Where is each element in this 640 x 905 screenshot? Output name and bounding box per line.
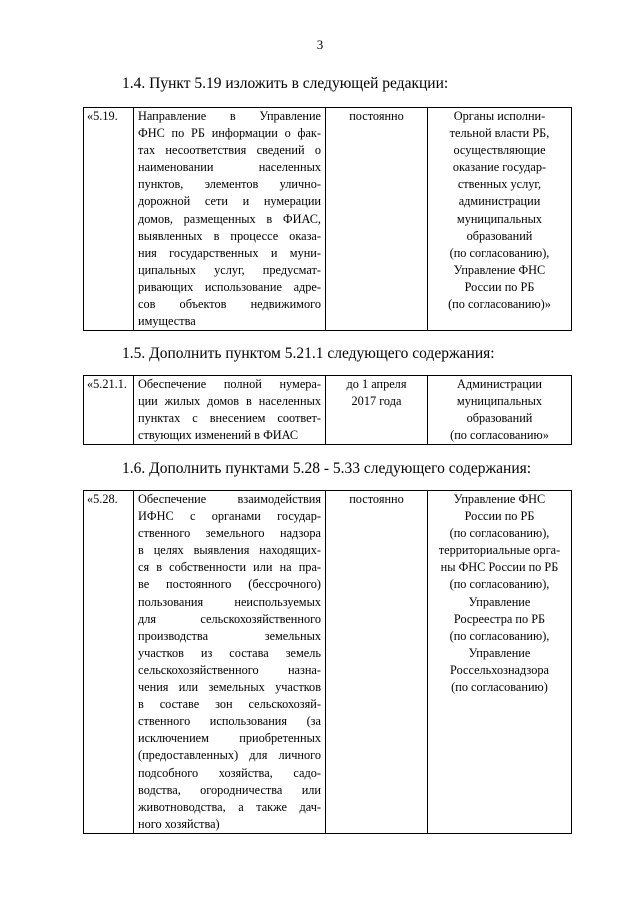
text-line: Росреестра по РБ — [453, 611, 546, 626]
text-line: Обеспечение полной нумера- — [138, 377, 321, 391]
text-line: наименовании населенных — [138, 160, 321, 175]
text-line: участков из состава земель — [138, 645, 321, 660]
item-number: «5.19. — [84, 108, 134, 331]
section-heading-1-5: 1.5. Дополнить пунктом 5.21.1 следующего содержания: — [122, 345, 495, 362]
text-line: постоянно — [349, 109, 404, 123]
text-line: Управление ФНС — [453, 262, 546, 277]
item-description — [134, 108, 326, 331]
text-line: ся в собственности или на пра- — [138, 560, 321, 575]
text-line: Обеспечение взаимодействия — [138, 492, 321, 506]
text-line: выявленных в процессе оказа- — [138, 228, 321, 243]
table-item-5-19 — [83, 107, 572, 331]
item-executors — [428, 376, 572, 445]
text-line: в целях выявления находящих- — [138, 543, 321, 558]
item-term — [326, 376, 428, 445]
text-line: Направление в Управление — [138, 109, 321, 123]
text-line: образований — [466, 411, 533, 426]
item-executors — [428, 491, 572, 834]
text-line: дорожной сети и нумерации — [138, 194, 321, 209]
text-line: ния государственных и муни- — [138, 245, 321, 260]
text-line: Органы исполни- — [453, 109, 546, 123]
table-row — [84, 108, 572, 331]
text-line: муниципальных — [456, 394, 543, 409]
item-number: «5.28. — [84, 491, 134, 834]
section-heading-1-6: 1.6. Дополнить пунктами 5.28 - 5.33 следующего содержания: — [122, 460, 532, 477]
text-line: (по согласованию), — [449, 628, 550, 643]
text-line: Управление ФНС — [453, 492, 546, 506]
text-line: Администрации — [457, 377, 542, 391]
text-line: ственного использования (за — [138, 714, 321, 729]
text-line: образований — [466, 228, 533, 243]
text-line: ве постоянного (бессрочного) — [138, 577, 321, 592]
text-line: ного хозяйства) — [138, 816, 220, 831]
table-row — [84, 376, 572, 445]
text-line: ривающих использование адре- — [138, 279, 321, 294]
text-line: администрации — [458, 194, 541, 209]
text-line: домов, размещенных в ФИАС, — [138, 211, 321, 226]
text-line: России по РБ — [464, 509, 535, 524]
text-line: ствующих изменений в ФИАС — [138, 428, 299, 443]
text-line: в составе зон сельскохозяй- — [138, 697, 321, 712]
text-line: Управление — [468, 645, 531, 660]
text-line: ственных услуг, — [457, 177, 542, 192]
text-line: ции жилых домов в населенных — [138, 394, 321, 409]
text-line: сов объектов недвижимого — [138, 297, 321, 312]
text-line: ИФНС с органами государ- — [138, 509, 321, 524]
text-line: территориальные орга- — [438, 543, 561, 558]
text-line: России по РБ — [464, 279, 535, 294]
text-line: оказание государ- — [452, 160, 547, 175]
section-heading-1-4: 1.4. Пункт 5.19 изложить в следующей редакции: — [122, 75, 449, 92]
text-line: (по согласованию), — [449, 577, 550, 592]
text-line: (по согласованию)» — [448, 297, 551, 312]
text-line: Россельхознадзора — [450, 662, 549, 677]
text-line: пунктах с внесением соответ- — [138, 411, 321, 426]
text-line: для сельскохозяйственного — [138, 611, 321, 626]
text-line: пользования неиспользуемых — [138, 594, 321, 609]
text-line: ципальных услуг, предусмат- — [138, 262, 321, 277]
text-line: сельскохозяйственного назна- — [138, 662, 321, 677]
table-item-5-28 — [83, 490, 572, 834]
text-line: (по согласованию» — [450, 428, 549, 443]
text-line: ны ФНС России по РБ — [440, 560, 559, 575]
text-line: водства, огородничества или — [138, 782, 321, 797]
text-line: животноводства, а также дач- — [138, 799, 321, 814]
text-line: производства земельных — [138, 628, 321, 643]
text-line: тельной власти РБ, — [449, 126, 550, 141]
table-item-5-21-1 — [83, 375, 572, 445]
item-number: «5.21.1. — [84, 376, 134, 445]
table-row — [84, 491, 572, 834]
text-line: пунктов, элементов улично- — [138, 177, 321, 192]
text-line: чения или земельных участков — [138, 680, 321, 695]
text-line: муниципальных — [456, 211, 543, 226]
item-description — [134, 491, 326, 834]
item-description — [134, 376, 326, 445]
text-line: осуществляющие — [453, 143, 546, 158]
text-line: до 1 апреля — [346, 377, 407, 391]
text-line: ственного земельного надзора — [138, 526, 321, 541]
text-line: 2017 года — [351, 394, 402, 409]
text-line: постоянно — [349, 492, 404, 506]
text-line: Управление — [468, 594, 531, 609]
page-number: 3 — [316, 37, 324, 52]
text-line: ФНС по РБ информации о фак- — [138, 126, 321, 141]
text-line: (по согласованию), — [449, 245, 550, 260]
text-line: имущества — [138, 314, 196, 329]
item-term — [326, 108, 428, 331]
text-line: исключением приобретенных — [138, 731, 321, 746]
text-line: тах несоответствия сведений о — [138, 143, 321, 158]
text-line: (предоставленных) для личного — [138, 748, 321, 763]
item-executors — [428, 108, 572, 331]
item-term — [326, 491, 428, 834]
text-line: подсобного хозяйства, садо- — [138, 765, 321, 780]
text-line: (по согласованию) — [451, 680, 548, 695]
text-line: (по согласованию), — [449, 526, 550, 541]
